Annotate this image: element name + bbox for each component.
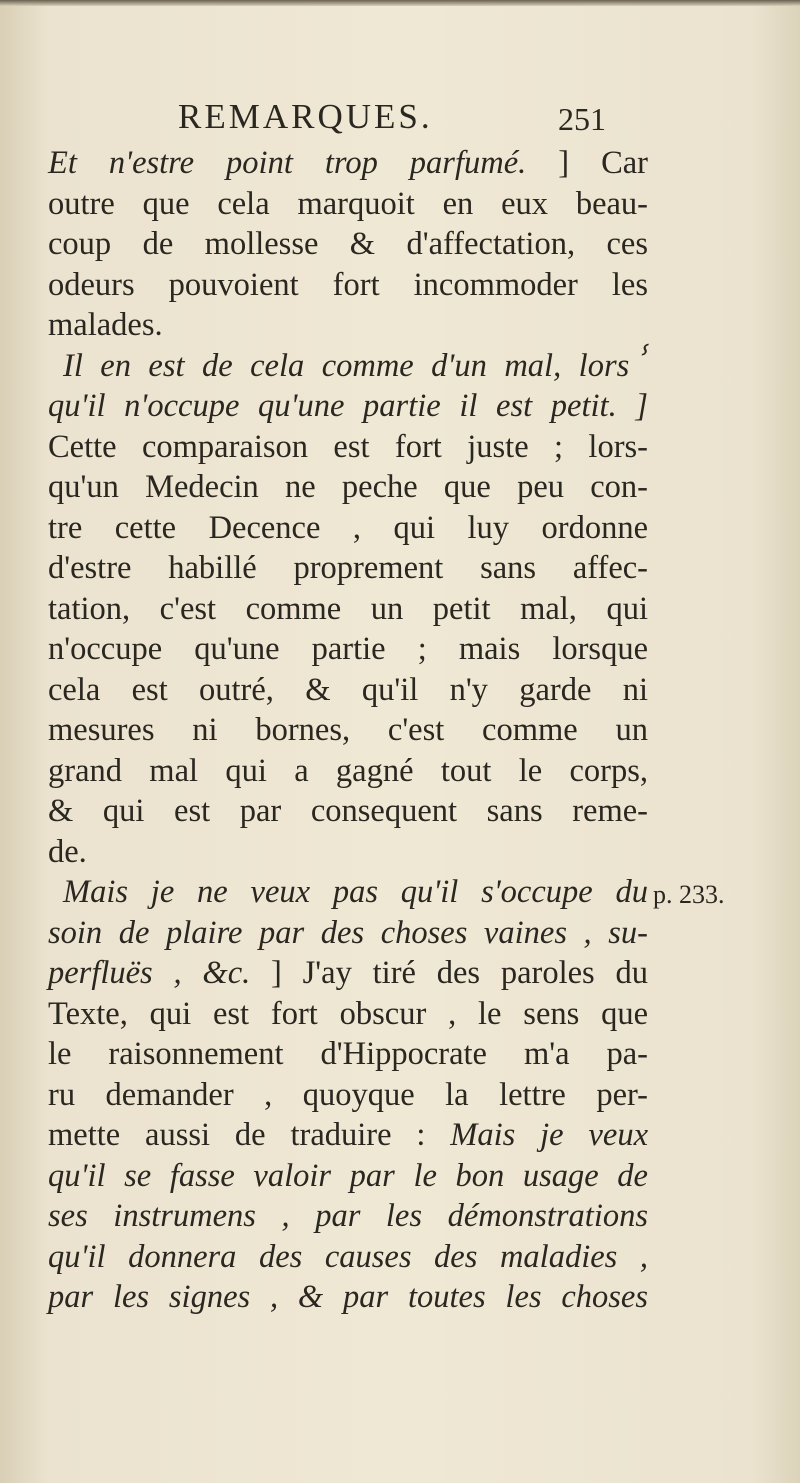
text-line: d'estre habillé proprement sans affec- [48, 550, 648, 586]
margin-reference: p. 233. [653, 880, 725, 909]
text-line: perfluës , &c. ] J'ay tiré des paroles du [48, 955, 648, 991]
text-line: n'occupe qu'une partie ; mais lorsque [48, 631, 648, 667]
text-line: Cette comparaison est fort juste ; lors- [48, 428, 648, 465]
page-number: 251 [558, 101, 606, 137]
text-line: Texte, qui est fort obscur , le sens que [48, 995, 648, 1032]
text-line: tation, c'est comme un petit mal, qui [48, 590, 648, 627]
text-line: Et n'estre point trop parfumé. ] Car [48, 145, 649, 181]
text-line: de. [48, 833, 87, 870]
text-line: ru demander , quoyque la lettre per- [48, 1076, 648, 1113]
text-line: ses instrumens , par les démonstrations [48, 1198, 648, 1234]
text-line: mette aussi de traduire : Mais je veux [48, 1117, 648, 1153]
text-line: qu'il n'occupe qu'une partie il est petit. ] [48, 388, 648, 424]
page-top-edge [0, 0, 800, 6]
text-line: par les signes , & par toutes les choses [48, 1279, 648, 1315]
text-line: & qui est par consequent sans reme- [48, 793, 648, 829]
text-line: Mais je ne veux pas qu'il s'occupe du [63, 874, 648, 910]
page-header [50, 97, 650, 147]
text-line: tre cette Decence , qui luy ordonne [48, 509, 648, 546]
text-line: qu'un Medecin ne peche que peu con- [48, 469, 648, 505]
text-line: odeurs pouvoient fort incommoder les [48, 266, 648, 303]
text-line: qu'il se fasse valoir par le bon usage de [48, 1157, 648, 1194]
text-line: Il en est de cela comme d'un mal, lorsⸯ [63, 347, 648, 384]
text-line: malades. [48, 307, 163, 343]
text-line: cela est outré, & qu'il n'y garde ni [48, 671, 648, 708]
text-line: outre que cela marquoit en eux beau- [48, 185, 648, 222]
text-line: coup de mollesse & d'affectation, ces [48, 226, 648, 262]
text-line: soin de plaire par des choses vaines , su- [48, 914, 648, 951]
body-text [48, 143, 648, 1318]
text-line: mesures ni bornes, c'est comme un [48, 712, 648, 748]
text-line: le raisonnement d'Hippocrate m'a pa- [48, 1036, 648, 1072]
text-line: qu'il donnera des causes des maladies , [48, 1238, 648, 1275]
running-head: REMARQUES. [178, 97, 433, 136]
text-line: grand mal qui a gagné tout le corps, [48, 752, 648, 789]
